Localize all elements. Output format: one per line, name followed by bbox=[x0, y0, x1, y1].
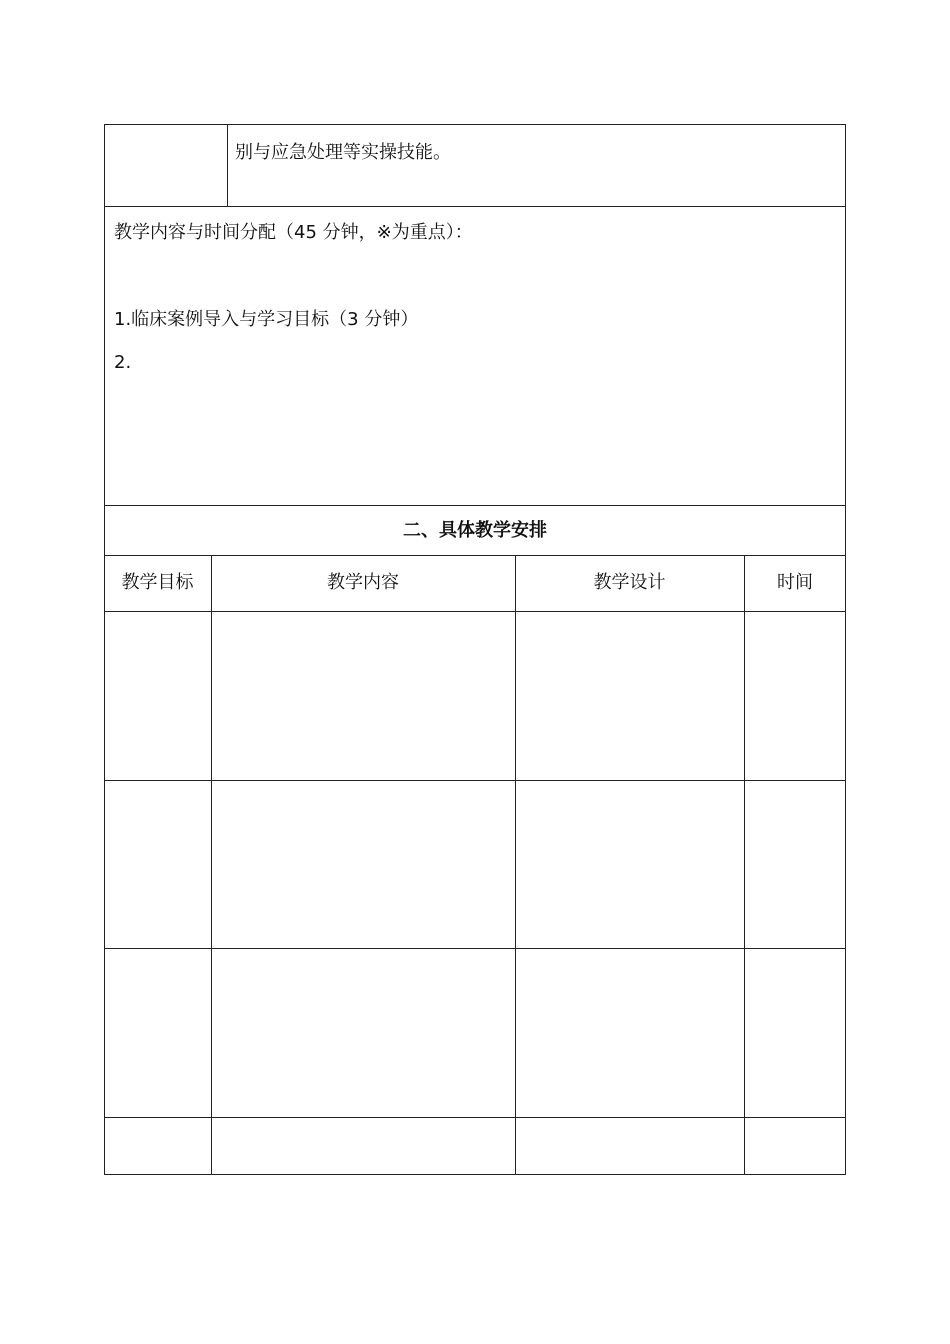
table-row-line bbox=[104, 948, 846, 949]
table-row-line bbox=[104, 611, 846, 612]
lesson-plan-table bbox=[104, 124, 846, 1175]
column-header-objective: 教学目标 bbox=[121, 572, 194, 593]
column-header-design: 教学设计 bbox=[593, 572, 666, 593]
top-row-divider bbox=[227, 124, 228, 206]
column-header-time: 时间 bbox=[777, 572, 813, 593]
section-divider bbox=[104, 206, 846, 207]
content-allocation-heading: 教学内容与时间分配（45 分钟，※为重点）： bbox=[114, 222, 473, 243]
column-divider bbox=[515, 555, 516, 1175]
column-header-content: 教学内容 bbox=[327, 572, 399, 593]
table-header-top-line bbox=[104, 555, 846, 556]
table-row-line bbox=[104, 780, 846, 781]
column-divider bbox=[744, 555, 745, 1175]
content-item-1: 1.临床案例导入与学习目标（3 分钟） bbox=[114, 309, 419, 330]
column-divider bbox=[211, 555, 212, 1175]
schedule-title: 二、具体教学安排 bbox=[403, 520, 547, 541]
content-item-2: 2. bbox=[114, 352, 132, 373]
top-row-right-cell-text: 别与应急处理等实操技能。 bbox=[235, 142, 451, 163]
section-divider bbox=[104, 505, 846, 506]
table-row-line bbox=[104, 1117, 846, 1118]
